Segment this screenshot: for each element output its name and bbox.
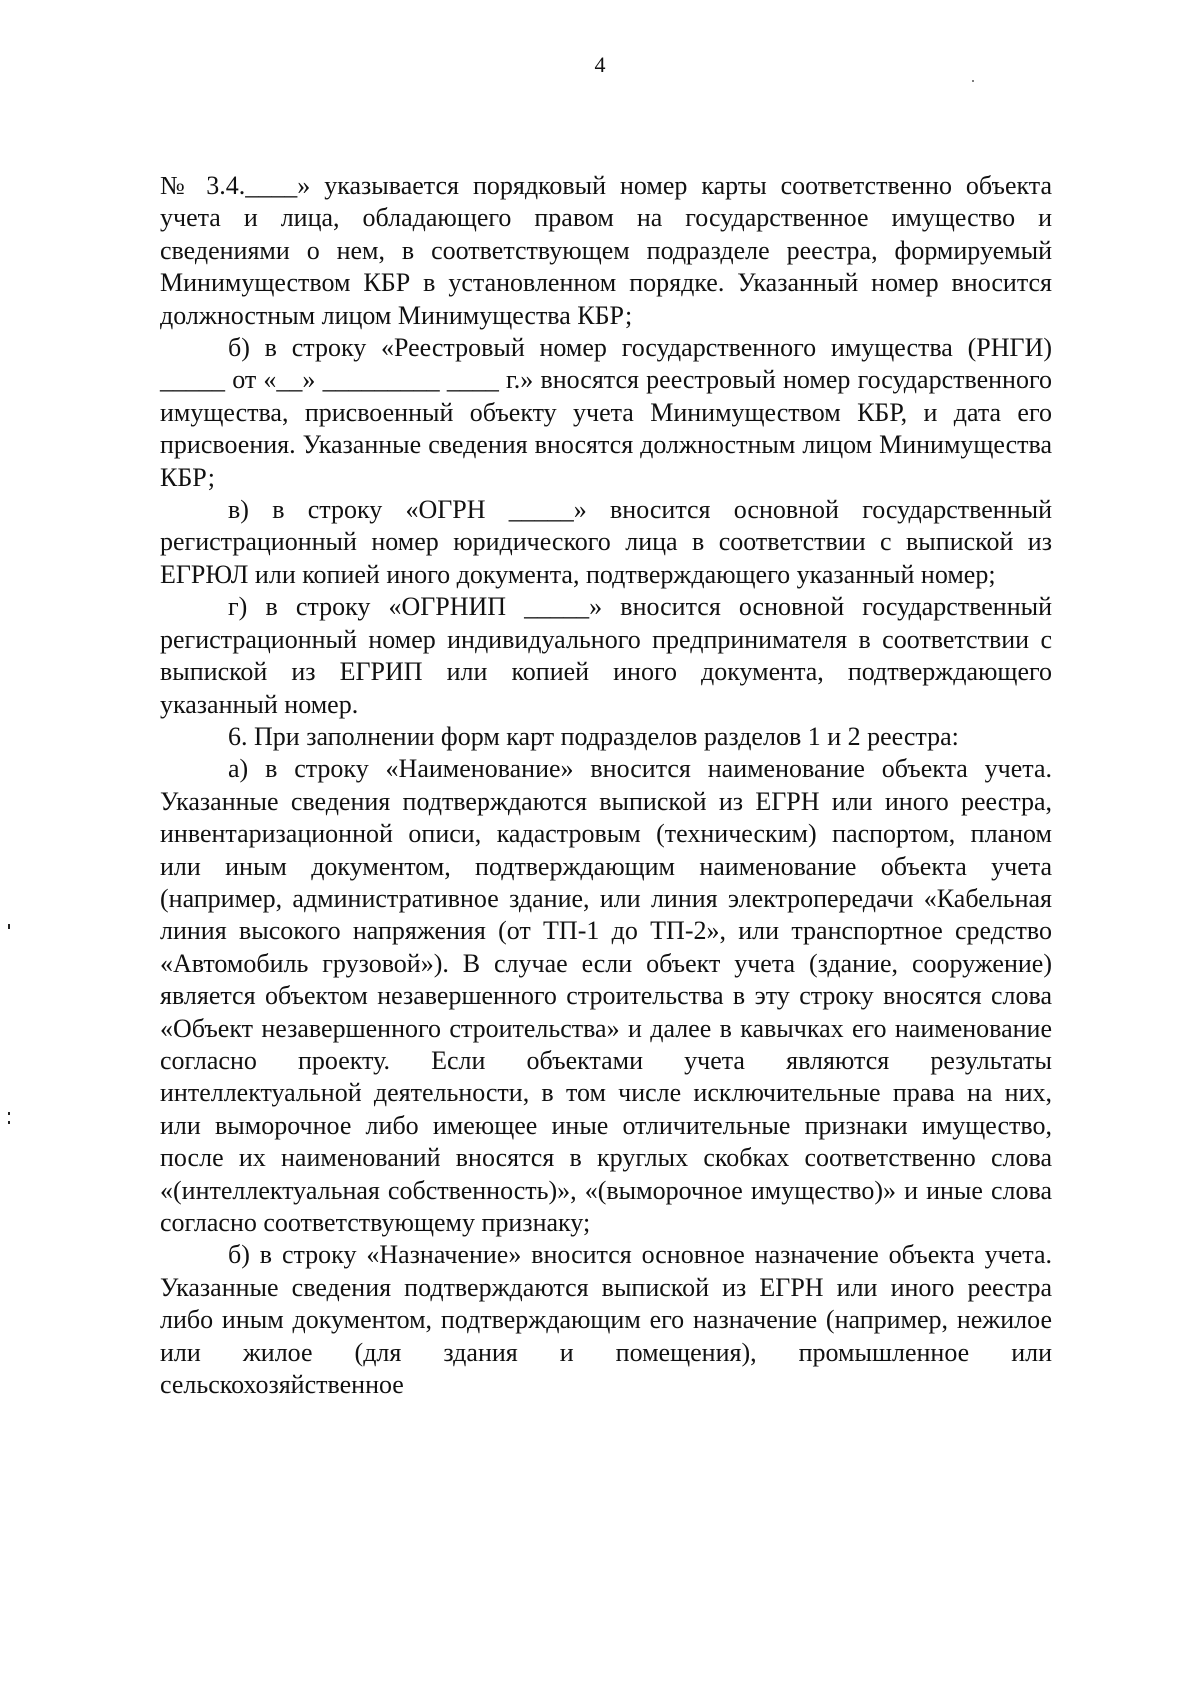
document-body xyxy=(160,170,1052,1401)
scan-margin-mark xyxy=(8,1112,10,1115)
scan-margin-mark xyxy=(8,924,10,929)
paragraph-card-number: № 3.4.____» указывается порядковый номер карты соответственно объекта учета и лица, обладающего правом на государственное имущество и сведениями о нем, в соответствующем подразделе реестра, формируемый Минимуществом КБР в установленном порядке. Указанный номер вносится должностным лицом Минимущества КБР; xyxy=(160,171,1052,330)
scan-margin-mark xyxy=(8,1121,10,1124)
paragraph-purpose-field: б) в строку «Назначение» вносится основное назначение объекта учета. Указанные сведения подтверждаются выпиской из ЕГРН или иного реестра либо иным документом, подтверждающим его назначение (например, нежилое или жилое (для здания и помещения), промышленное или сельскохозяйственное xyxy=(160,1240,1052,1400)
paragraph-ogrnip: г) в строку «ОГРНИП _____» вносится основной государственный регистрационный номер индивидуального предпринимателя в соответствии с выпиской из ЕГРИП или копией иного документа, подтверждающего указанный номер. xyxy=(160,592,1052,719)
paragraph-registry-number: б) в строку «Реестровый номер государственного имущества (РНГИ) _____ от «__» _________ ____ г.» вносятся реестровый номер государственного имущества, присвоенный объекту учета Минимуществом КБР, и дата его присвоения. Указанные сведения вносятся должностным лицом Минимущества КБР; xyxy=(160,333,1052,492)
page-number: 4 xyxy=(594,52,606,77)
paragraph-ogrn: в) в строку «ОГРН _____» вносится основной государственный регистрационный номер юридического лица в соответствии с выпиской из ЕГРЮЛ или копией иного документа, подтверждающего указанный номер; xyxy=(160,495,1052,589)
paragraph-name-field: а) в строку «Наименование» вносится наименование объекта учета. Указанные сведения подтверждаются выпиской из ЕГРН или иного реестра, инвентаризационной описи, кадастровым (техническим) паспортом, планом или иным документом, подтверждающим наименование объекта учета (например, административное здание, или линия электропередачи «Кабельная линия высокого напряжения (от ТП-1 до ТП-2», или транспортное средство «Автомобиль грузовой»). В случае если объект учета (здание, сооружение) является объектом незавершенного строительства в эту строку вносятся слова «Объект незавершенного строительства» и далее в кавычках его наименование согласно проекту. Если объектами учета являются результаты интеллектуальной деятельности, в том числе исключительные права на них, или выморочное либо имеющее иные отличительные признаки имущество, после их наименований вносятся в круглых скобках соответственно слова «(интеллектуальная собственность)», «(выморочное имущество)» и иные слова согласно соответствующему признаку; xyxy=(160,754,1052,1237)
paragraph-section-6-heading: 6. При заполнении форм карт подразделов разделов 1 и 2 реестра: xyxy=(228,721,959,751)
scan-speck xyxy=(972,80,974,82)
